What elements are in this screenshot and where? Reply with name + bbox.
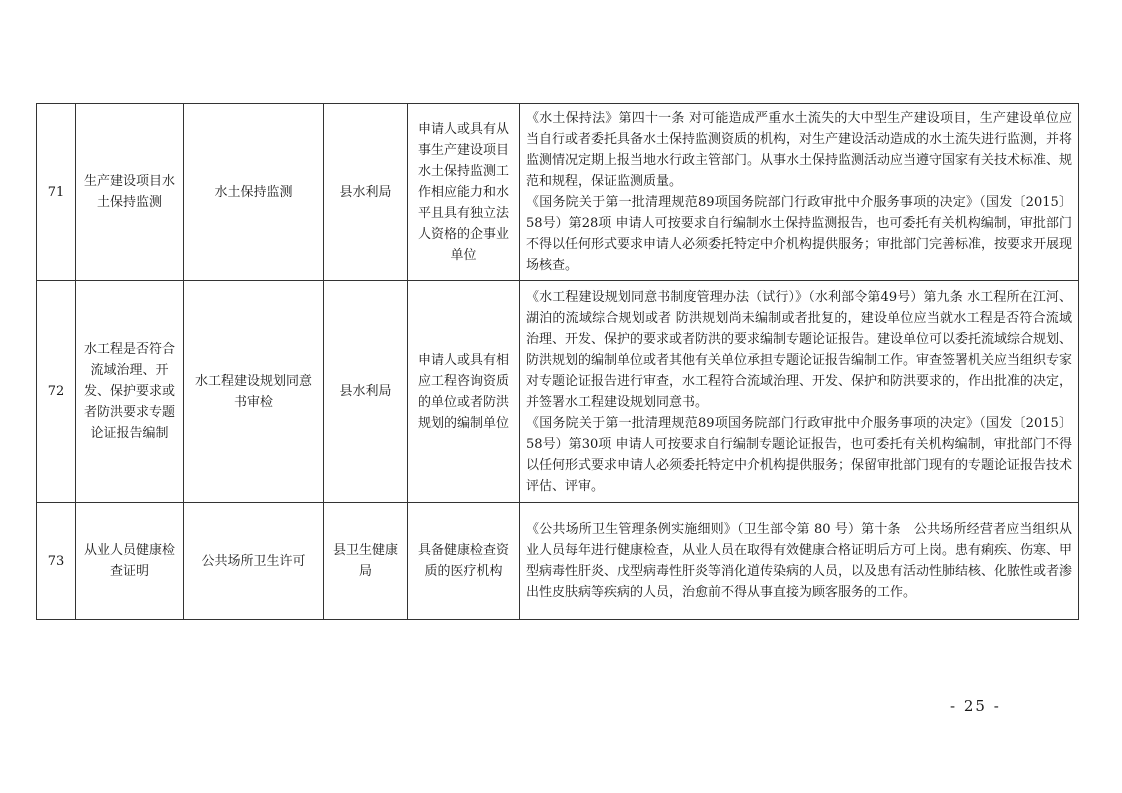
table-row	[37, 503, 1079, 620]
row-number: 72	[37, 281, 76, 503]
legal-basis	[520, 503, 1079, 620]
provider-org: 具备健康检查资质的医疗机构	[408, 503, 520, 620]
basis-paragraph: 《水土保持法》第四十一条 对可能造成严重水土流失的大中型生产建设项目，生产建设单位应当自行或者委托具备水土保持监测资质的机构，对生产建设活动造成的水土流失进行监测，并将监测情况定期上报当地水行政主管部门。从事水土保持监测活动应当遵守国家有关技术标准、规范和规程，保证监测质量。	[526, 111, 1073, 189]
services-table	[36, 103, 1079, 620]
row-number: 71	[37, 104, 76, 281]
approval-item: 水土保持监测	[184, 104, 324, 281]
basis-paragraph: 《国务院关于第一批清理规范89项国务院部门行政审批中介服务事项的决定》（国发〔2015〕58号）第28项 申请人可按要求自行编制水土保持监测报告，也可委托有关机构编制，审批部门不得以任何形式要求申请人必须委托特定中介机构提供服务；审批部门完善标准，按要求开展现场核查。	[526, 195, 1073, 273]
basis-paragraph: 《公共场所卫生管理条例实施细则》（卫生部令第 80 号）第十条 公共场所经营者应当组织从业人员每年进行健康检查，从业人员在取得有效健康合格证明后方可上岗。患有痢疾、伤寒、甲型病毒性肝炎、戊型病毒性肝炎等消化道传染病的人员，以及患有活动性肺结核、化脓性或者渗出性皮肤病等疾病的人员，治愈前不得从事直接为顾客服务的工作。	[526, 522, 1073, 600]
approval-item: 水工程建设规划同意书审检	[184, 281, 324, 503]
table-row	[37, 104, 1079, 281]
service-name: 从业人员健康检查证明	[76, 503, 184, 620]
department: 县水利局	[324, 104, 408, 281]
page-number: - 25 -	[950, 697, 1001, 715]
department: 县卫生健康局	[324, 503, 408, 620]
service-name: 生产建设项目水土保持监测	[76, 104, 184, 281]
legal-basis	[520, 281, 1079, 503]
legal-basis	[520, 104, 1079, 281]
approval-item: 公共场所卫生许可	[184, 503, 324, 620]
department: 县水利局	[324, 281, 408, 503]
row-number: 73	[37, 503, 76, 620]
provider-org: 申请人或具有相应工程咨询资质的单位或者防洪规划的编制单位	[408, 281, 520, 503]
provider-org: 申请人或具有从事生产建设项目水土保持监测工作相应能力和水平且具有独立法人资格的企事业单位	[408, 104, 520, 281]
table-row	[37, 281, 1079, 503]
basis-paragraph: 《国务院关于第一批清理规范89项国务院部门行政审批中介服务事项的决定》（国发〔2015〕58号）第30项 申请人可按要求自行编制专题论证报告，也可委托有关机构编制，审批部门不得以任何形式要求申请人必须委托特定中介机构提供服务；保留审批部门现有的专题论证报告技术评估、评审。	[526, 415, 1073, 494]
service-name: 水工程是否符合流域治理、开发、保护要求或者防洪要求专题论证报告编制	[76, 281, 184, 503]
basis-paragraph: 《水工程建设规划同意书制度管理办法（试行）》（水利部令第49号）第九条 水工程所在江河、湖泊的流域综合规划或者 防洪规划尚未编制或者批复的，建设单位应当就水工程是否符合流域治理、开发、保护的要求或者防洪的要求编制专题论证报告。建设单位可以委托流域综合规划、防洪规划的编制单位或者其他有关单位承担专题论证报告编制工作。审查签署机关应当组织专家对专题论证报告进行审查，水工程符合流域治理、开发、保护和防洪要求的，作出批准的决定，并签署水工程建设规划同意书。	[526, 289, 1073, 410]
